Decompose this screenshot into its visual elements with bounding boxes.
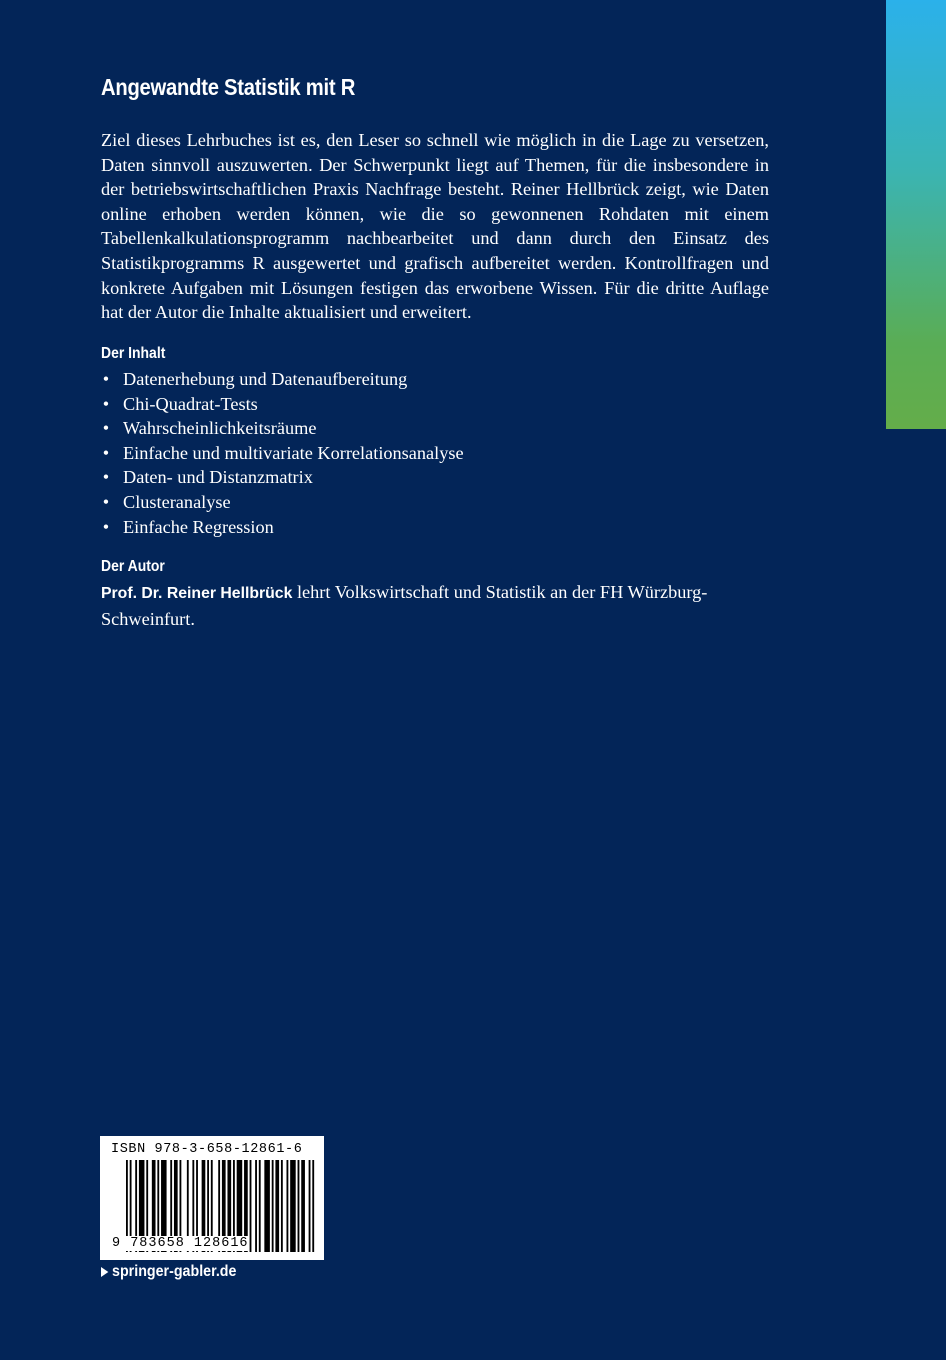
author-heading: Der Autor <box>101 558 165 575</box>
barcode-bar <box>286 1160 288 1252</box>
list-item: • Einfache Regression <box>101 515 464 540</box>
list-item: • Daten- und Distanzmatrix <box>101 465 464 490</box>
isbn-label: ISBN 978-3-658-12861-6 <box>111 1142 303 1157</box>
barcode-bar <box>275 1160 279 1252</box>
isbn-barcode <box>100 1136 324 1260</box>
barcode-bar <box>301 1160 305 1252</box>
barcode-bar <box>272 1160 274 1252</box>
author-bio <box>101 580 781 631</box>
barcode-bar <box>259 1160 261 1252</box>
book-description: Ziel dieses Lehrbuches ist es, den Leser so schnell wie möglich in die Lage zu versetzen, Daten sinnvoll auszuwerten. Der Schwerpunkt liegt auf Themen, für die insbesondere in der betriebswirtschaftlichen Praxis Nachfrage besteht. Reiner Hellbrück zeigt, wie Daten online erhoben werden können, wie die so gewonnenen Rohdaten mit einem Tabellenkalkulationsprogramm nachbearbeitet und dann durch den Einsatz des Statistikprogramms R ausgewertet und grafisch aufbereitet werden. Kontrollfragen und konkrete Aufgaben mit Lösungen festigen das erworbene Wissen. Für die dritte Auflage hat der Autor die Inhalte aktualisiert und erweitert. <box>101 130 769 323</box>
bullet-icon: • <box>102 491 110 512</box>
barcode-bar <box>312 1160 314 1252</box>
barcode-bar <box>264 1160 270 1252</box>
bullet-icon: • <box>102 516 110 537</box>
bullet-icon: • <box>102 369 110 389</box>
publisher-website: springer-gabler.de <box>112 1263 237 1280</box>
list-item: • Wahrscheinlichkeitsräume <box>101 416 464 441</box>
arrow-right-icon <box>101 1267 108 1277</box>
barcode-bar <box>281 1160 283 1252</box>
book-title: Angewandte Statistik mit R <box>101 74 356 100</box>
barcode-bar <box>290 1160 296 1252</box>
barcode-bar <box>309 1160 311 1252</box>
bullet-icon: • <box>102 442 110 463</box>
author-bio-text: lehrt Volkswirtschaft und Statistik an der FH Würzburg-Schweinfurt. <box>101 582 708 629</box>
color-accent-bar <box>886 0 946 429</box>
barcode-bar <box>250 1160 252 1252</box>
contents-list <box>101 367 464 539</box>
barcode-bar <box>255 1160 257 1252</box>
bullet-icon: • <box>102 467 110 488</box>
list-item: • Datenerhebung und Datenaufbereitung <box>101 367 464 392</box>
barcode-digits: 9 783658 128616 <box>112 1236 249 1251</box>
publisher-link[interactable] <box>101 1263 236 1281</box>
list-item: • Clusteranalyse <box>101 490 464 515</box>
list-item: • Chi-Quadrat-Tests <box>101 392 464 417</box>
bullet-icon: • <box>102 418 110 439</box>
bullet-icon: • <box>102 393 110 414</box>
author-name: Prof. Dr. Reiner Hellbrück <box>101 585 293 602</box>
barcode-bar <box>298 1160 300 1252</box>
list-item: • Einfache und multivariate Korrelationsanalyse <box>101 441 464 466</box>
contents-heading: Der Inhalt <box>101 345 166 362</box>
